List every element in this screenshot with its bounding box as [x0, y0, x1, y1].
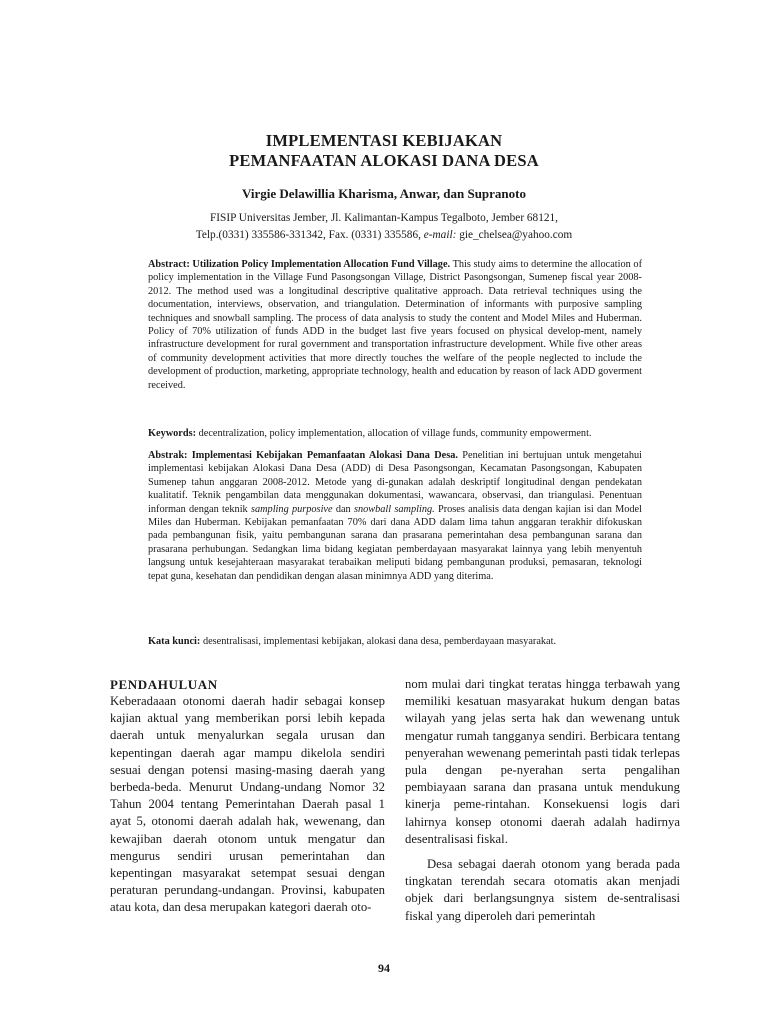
abstract-indonesian-italic-2: snowball sampling. — [353, 503, 435, 515]
abstract-english-body: This study aims to determine the allocation of policy implementation in the Village Fund Pasongsongan Village, District Pasongsongan, Sumenep fiscal year 2008-2012. The method used was a longitudinal descriptive qualitative approach. Data retrieval techniques using the documentation, interviews, observation, and triangulation. Determination of informants with purposive sampling techniques and snowball sampling. The process of data analysis to study the content and Model Miles and Huberman. Policy of 70% utilization of funds ADD in the budget last five years focused on physical develop-ment, namely infrastructure development for rural government and transportation infrastructure development. While five other areas of community development activities that more directly touches the welfare of the people neglected to include the development of production, marketing, appropriate technology, health and education by reason of lack ADD goverment received. — [148, 259, 642, 391]
abstract-indonesian — [148, 449, 642, 583]
keywords-indonesian-label: Kata kunci: — [148, 636, 201, 647]
author-list: Virgie Delawillia Kharisma, Anwar, dan Supranoto — [242, 186, 526, 201]
body-column-right — [405, 676, 680, 925]
keywords-indonesian — [148, 635, 642, 648]
abstract-indonesian-italic-1: sampling purposive — [250, 503, 333, 515]
body-paragraph-left: Keberadaaan otonomi daerah hadir sebagai konsep kajian aktual yang memberikan porsi lebih kepada daerah untuk menyalurkan segala urusan dan kepentingan daerah agar mampu dikelola sendiri sesuai dengan potensi masing-masing daerah yang berbeda-beda. Menurut Undang-undang Nomor 32 Tahun 2004 tentang Pemerintahan Daerah pasal 1 ayat 5, otonomi daerah adalah hak, wewenang, dan kewajiban daerah otonom untuk mengatur dan mengurus sendiri urusan pemerintahan dan kepentingan masyarakat setempat sesuai dengan peraturan perundang-undangan. Provinsi, kabupaten atau kota, dan desa merupakan kategori daerah oto- — [110, 694, 385, 915]
abstract-indonesian-body-1: Penelitian ini bertujuan untuk mengetahui implementasi kebijakan Alokasi Dana Desa (ADD) di Desa Pasongsongan, Kecamatan Pasongsongan, Kabupaten Sumenep tahun anggaran 2008-2012. Metode yang di-gunakan adalah deskriptif longitudinal dengan pendekatan kualitatif. Teknik pengambilan data menggunakan dokumentasi, wawancara, observasi, dan triangulasi. Penentuan informan dengan teknik — [148, 450, 642, 515]
abstract-indonesian-body-2: dan — [335, 503, 351, 515]
keywords-english-text: decentralization, policy implementation, allocation of village funds, community empowerment. — [198, 428, 592, 439]
email-label: e-mail: — [423, 229, 457, 241]
keywords-english-label: Keywords: — [148, 428, 197, 439]
abstract-english — [148, 258, 642, 392]
body-column-left — [110, 676, 385, 917]
title-line-1: IMPLEMENTASI KEBIJAKAN — [265, 131, 503, 150]
abstract-english-heading: Abstract: Utilization Policy Implementation Allocation Fund Village. — [148, 259, 451, 270]
keywords-indonesian-text: desentralisasi, implementasi kebijakan, alokasi dana desa, pemberdayaan masyarakat. — [202, 636, 557, 647]
affiliation-line-1: FISIP Universitas Jember, Jl. Kalimantan-Kampus Tegalboto, Jember 68121, — [210, 212, 558, 224]
title-line-2: PEMANFAATAN ALOKASI DANA DESA — [229, 151, 539, 170]
contact-phone-fax: Telp.(0331) 335586-331342, Fax. (0331) 335586, — [195, 229, 421, 241]
affiliation-line-2 — [0, 227, 768, 244]
keywords-english — [148, 427, 642, 440]
page-number: 94 — [378, 961, 390, 975]
paper-title — [0, 131, 768, 171]
section-heading-pendahuluan: PENDAHULUAN — [110, 677, 218, 692]
body-paragraph-right-2: Desa sebagai daerah otonom yang berada pada tingkatan terendah secara otomatis akan menjadi objek dari berlangsungnya sistem de-sentralisasi fiskal yang diperoleh dari pemerintah — [405, 857, 680, 923]
abstract-indonesian-body-3: Proses analisis data dengan kajian isi dan Model Miles dan Huberman. Kebijakan pemanfaatan 70% dari dana ADD dalam lima tahun anggaran terakhir difokuskan pada pembangunan fisik, yaitu pembangunan sarana dan prasarana pemerintahan desa pembangunan sarana dan prasarana perhubungan. Sedangkan lima bidang kegiatan pemberdayaan masyarakat lainnya yang lebih menyentuh langsung untuk kesejahteraan masyarakat terabaikan meliputi bidang pembangunan produksi, pemasaran, teknologi tepat guna, kesehatan dan pendidikan dengan alasan minimnya ADD yang diterima. — [148, 503, 642, 582]
affiliation — [0, 210, 768, 244]
abstract-indonesian-heading: Abstrak: Implementasi Kebijakan Pemanfaatan Alokasi Dana Desa. — [148, 450, 458, 461]
email-address[interactable]: gie_chelsea@yahoo.com — [459, 229, 573, 241]
body-paragraph-right-1: nom mulai dari tingkat teratas hingga terbawah yang memiliki kesatuan masyarakat hukum dengan batas wilayah yang jelas serta hak dan wewenang untuk mengatur rumah tangganya sendiri. Berbicara tentang penyerahan wewenang pemerintah pasti tidak terlepas pula dengan pe-nyerahan serta pengalihan pembiayaan sarana dan prasana untuk mendukung kinerja peme-rintahan. Konsekuensi logis dari lahirnya konsep otonomi daerah adalah hadirnya desentralisasi fiskal. — [405, 677, 680, 846]
